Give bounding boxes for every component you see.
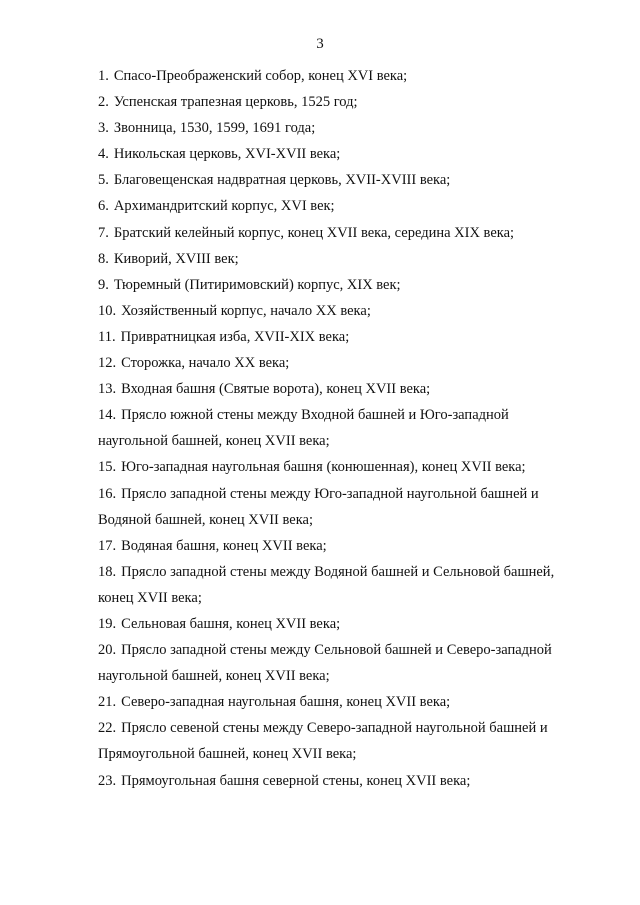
list-item-number: 2. — [98, 94, 109, 111]
list-item-text: Хозяйственный корпус, начало XX века; — [121, 302, 371, 319]
list-item-text: Благовещенская надвратная церковь, XVII-XVIII века; — [113, 172, 451, 189]
list-item-number: 16. — [98, 485, 117, 502]
list-item-text: Архимандритский корпус, XVI век; — [113, 198, 335, 215]
list-item-text: Прясло западной стены между Сельновой башней и Северо-западной — [121, 642, 552, 659]
list-item-continuation — [98, 741, 580, 767]
list-item-number: 10. — [98, 302, 117, 319]
list-item-continuation — [98, 428, 580, 454]
list-item-text: Прясло южной стены между Входной башней и Юго-западной — [121, 407, 509, 424]
list-item-continuation — [98, 585, 580, 611]
list-item-number: 21. — [98, 694, 117, 711]
list-item — [98, 193, 580, 219]
list-item — [98, 298, 580, 324]
list-item-number: 1. — [98, 68, 109, 84]
list-item-text: Звонница, 1530, 1599, 1691 года; — [113, 120, 316, 137]
list-item-continuation — [98, 663, 580, 689]
list-item-number: 11. — [98, 328, 116, 345]
list-item-number: 14. — [98, 407, 117, 424]
list-item — [98, 246, 580, 272]
list-item-number: 17. — [98, 537, 117, 554]
list-item-text: Привратницкая изба, XVII-XIX века; — [120, 328, 350, 345]
list-item-text: наугольной башней, конец XVII века; — [98, 668, 330, 685]
list-item-text: Киворий, XVIII век; — [113, 250, 239, 267]
list-item-text: наугольной башней, конец XVII века; — [98, 433, 330, 450]
list-item-continuation — [98, 507, 580, 533]
list-item-number: 9. — [98, 276, 109, 293]
list-item — [98, 89, 580, 115]
monument-list — [98, 63, 580, 794]
list-item-text: Успенская трапезная церковь, 1525 год; — [113, 94, 358, 111]
list-item-text: Водяная башня, конец XVII века; — [121, 537, 327, 554]
list-item-number: 8. — [98, 250, 109, 267]
list-item — [98, 115, 580, 141]
list-item-text: Сельновая башня, конец XVII века; — [121, 615, 341, 632]
list-item — [98, 559, 580, 585]
list-item — [98, 715, 580, 741]
list-item-text: конец XVII века; — [98, 589, 202, 606]
list-item — [98, 272, 580, 298]
list-item-text: Прясло западной стены между Юго-западной наугольной башней и — [121, 485, 539, 502]
list-item-text: Никольская церковь, XVI-XVII века; — [113, 146, 341, 163]
list-item-text: Спасо-Преображенский собор, конец XVI века; — [113, 68, 408, 84]
list-item — [98, 533, 580, 559]
list-item-text: Входная башня (Святые ворота), конец XVII века; — [121, 381, 431, 398]
list-item-text: Прямоугольной башней, конец XVII века; — [98, 746, 357, 763]
list-item-text: Северо-западная наугольная башня, конец XVII века; — [121, 694, 451, 711]
list-item — [98, 220, 580, 246]
list-item-text: Юго-западная наугольная башня (конюшенная), конец XVII века; — [121, 459, 526, 476]
list-item — [98, 481, 580, 507]
list-item — [98, 611, 580, 637]
list-item-number: 15. — [98, 459, 117, 476]
list-item-text: Прясло севеной стены между Северо-западной наугольной башней и — [121, 720, 548, 737]
list-item — [98, 402, 580, 428]
page-number: 3 — [316, 36, 324, 52]
list-item-number: 4. — [98, 146, 109, 163]
list-item — [98, 768, 580, 794]
list-item-number: 5. — [98, 172, 109, 189]
list-item — [98, 141, 580, 167]
list-item — [98, 167, 580, 193]
list-item-text: Братский келейный корпус, конец XVII века, середина XIX века; — [113, 224, 515, 241]
list-item-number: 6. — [98, 198, 109, 215]
list-item-text: Водяной башней, конец XVII века; — [98, 511, 313, 528]
list-item-number: 18. — [98, 563, 117, 580]
list-item — [98, 376, 580, 402]
list-item — [98, 63, 580, 89]
list-item-number: 22. — [98, 720, 117, 737]
list-item — [98, 689, 580, 715]
list-item-text: Тюремный (Питиримовский) корпус, XIX век; — [113, 276, 401, 293]
list-item — [98, 350, 580, 376]
list-item-text: Сторожка, начало XX века; — [121, 355, 290, 372]
list-item — [98, 454, 580, 480]
list-item-number: 7. — [98, 224, 109, 241]
list-item-number: 12. — [98, 355, 117, 372]
list-item-number: 13. — [98, 381, 117, 398]
list-item-number: 3. — [98, 120, 109, 137]
list-item-text: Прясло западной стены между Водяной башней и Сельновой башней, — [121, 563, 555, 580]
list-item — [98, 324, 580, 350]
list-item-number: 19. — [98, 615, 117, 632]
list-item — [98, 637, 580, 663]
list-item-number: 23. — [98, 772, 117, 789]
list-item-text: Прямоугольная башня северной стены, конец XVII века; — [121, 772, 471, 789]
list-item-number: 20. — [98, 642, 117, 659]
